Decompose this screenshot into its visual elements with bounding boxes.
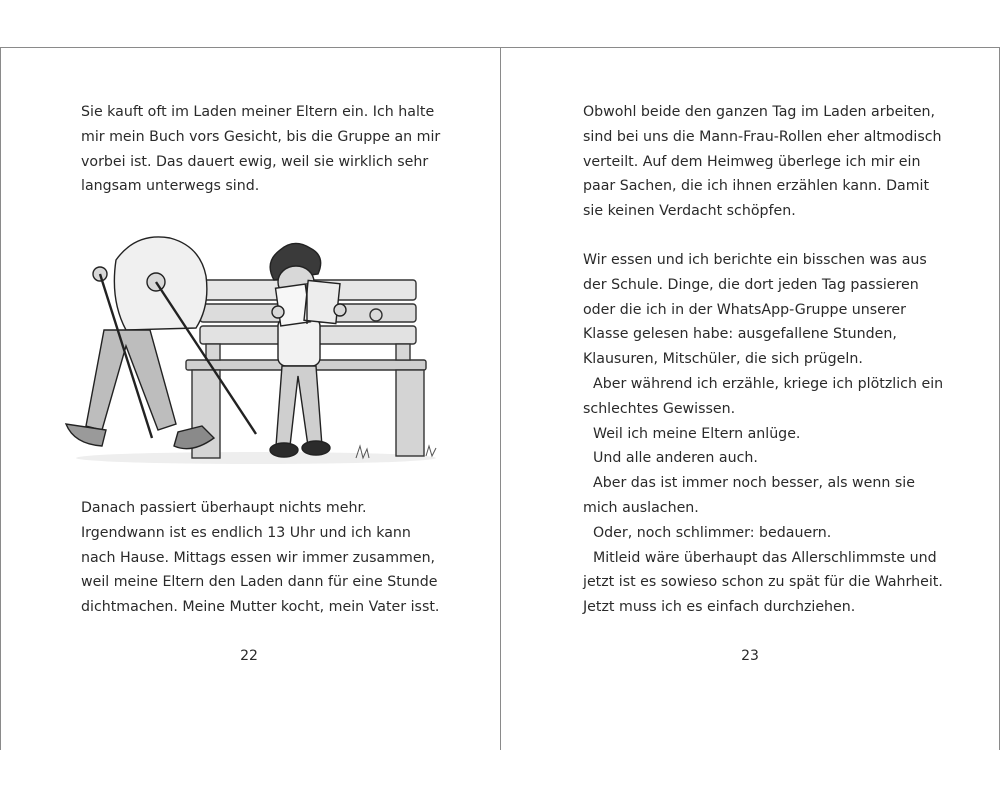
- right-page: [501, 48, 1000, 750]
- left-page: [1, 48, 500, 750]
- text-line: der Schule. Dinge, die dort jeden Tag passieren: [583, 276, 919, 293]
- text-line: Sie kauft oft im Laden meiner Eltern ein. Ich halte: [81, 104, 435, 120]
- text-line: Wir essen und ich berichte ein bisschen was aus: [583, 252, 927, 268]
- text-line: Mitleid wäre überhaupt das Allerschlimmste und: [593, 549, 937, 566]
- text-line: sind bei uns die Mann-Frau-Rollen eher altmodisch: [583, 128, 942, 145]
- left-paragraph-1: [81, 100, 440, 199]
- trousers: [86, 330, 176, 430]
- text-line: langsam unterwegs sind.: [81, 178, 260, 195]
- text-line: paar Sachen, die ich ihnen erzählen kann. Damit: [583, 178, 930, 195]
- text-line: Aber während ich erzähle, kriege ich plötzlich ein: [593, 375, 944, 392]
- page-number-left: 22: [240, 648, 258, 664]
- illustration-walker-and-reader: [56, 220, 446, 472]
- text-line: schlechtes Gewissen.: [583, 400, 736, 417]
- shoe-left: [270, 443, 298, 457]
- text-line: Obwohl beide den ganzen Tag im Laden arbeiten,: [583, 104, 936, 120]
- child-reading: [270, 243, 346, 457]
- text-line: mir mein Buch vors Gesicht, bis die Gruppe an mir: [81, 128, 441, 145]
- text-line: Weil ich meine Eltern anlüge.: [593, 425, 801, 442]
- right-paragraph-1: [583, 100, 942, 224]
- hand-right: [334, 304, 346, 316]
- right-paragraph-2: [583, 248, 943, 620]
- text-line: Jetzt muss ich es einfach durchziehen.: [583, 599, 856, 616]
- text-line: vorbei ist. Das dauert ewig, weil sie wirklich sehr: [81, 153, 429, 170]
- ground-shadow: [76, 452, 436, 464]
- text-line: weil meine Eltern den Laden dann für eine Stunde: [81, 574, 438, 591]
- page-number-right: 23: [741, 648, 759, 664]
- text-line: Oder, noch schlimmer: bedauern.: [593, 524, 832, 541]
- text-line: mich auslachen.: [583, 499, 699, 516]
- hand-left: [272, 306, 284, 318]
- text-line: Irgendwann ist es endlich 13 Uhr und ich kann: [81, 524, 411, 541]
- text-line: Danach passiert überhaupt nichts mehr.: [81, 500, 367, 516]
- open-book: [276, 280, 341, 325]
- text-line: sie keinen Verdacht schöpfen.: [583, 203, 796, 220]
- shoe-right: [302, 441, 330, 455]
- text-line: jetzt ist es sowieso schon zu spät für die Wahrheit.: [583, 574, 943, 591]
- text-line: dichtmachen. Meine Mutter kocht, mein Vater isst.: [81, 599, 440, 616]
- text-line: nach Hause. Mittags essen wir immer zusammen,: [81, 549, 436, 566]
- jeans: [276, 366, 322, 446]
- left-paragraph-2: [81, 496, 439, 620]
- text-line: Und alle anderen auch.: [593, 450, 758, 467]
- text-line: Aber das ist immer noch besser, als wenn sie: [593, 475, 915, 492]
- text-line: verteilt. Auf dem Heimweg überlege ich mir ein: [583, 153, 921, 170]
- text-line: oder die ich in der WhatsApp-Gruppe unserer: [583, 301, 906, 318]
- text-line: Klasse gelesen habe: ausgefallene Stunden,: [583, 326, 897, 343]
- grass-tuft: [426, 446, 436, 456]
- text-line: Klausuren, Mitschüler, die sich prügeln.: [583, 351, 863, 368]
